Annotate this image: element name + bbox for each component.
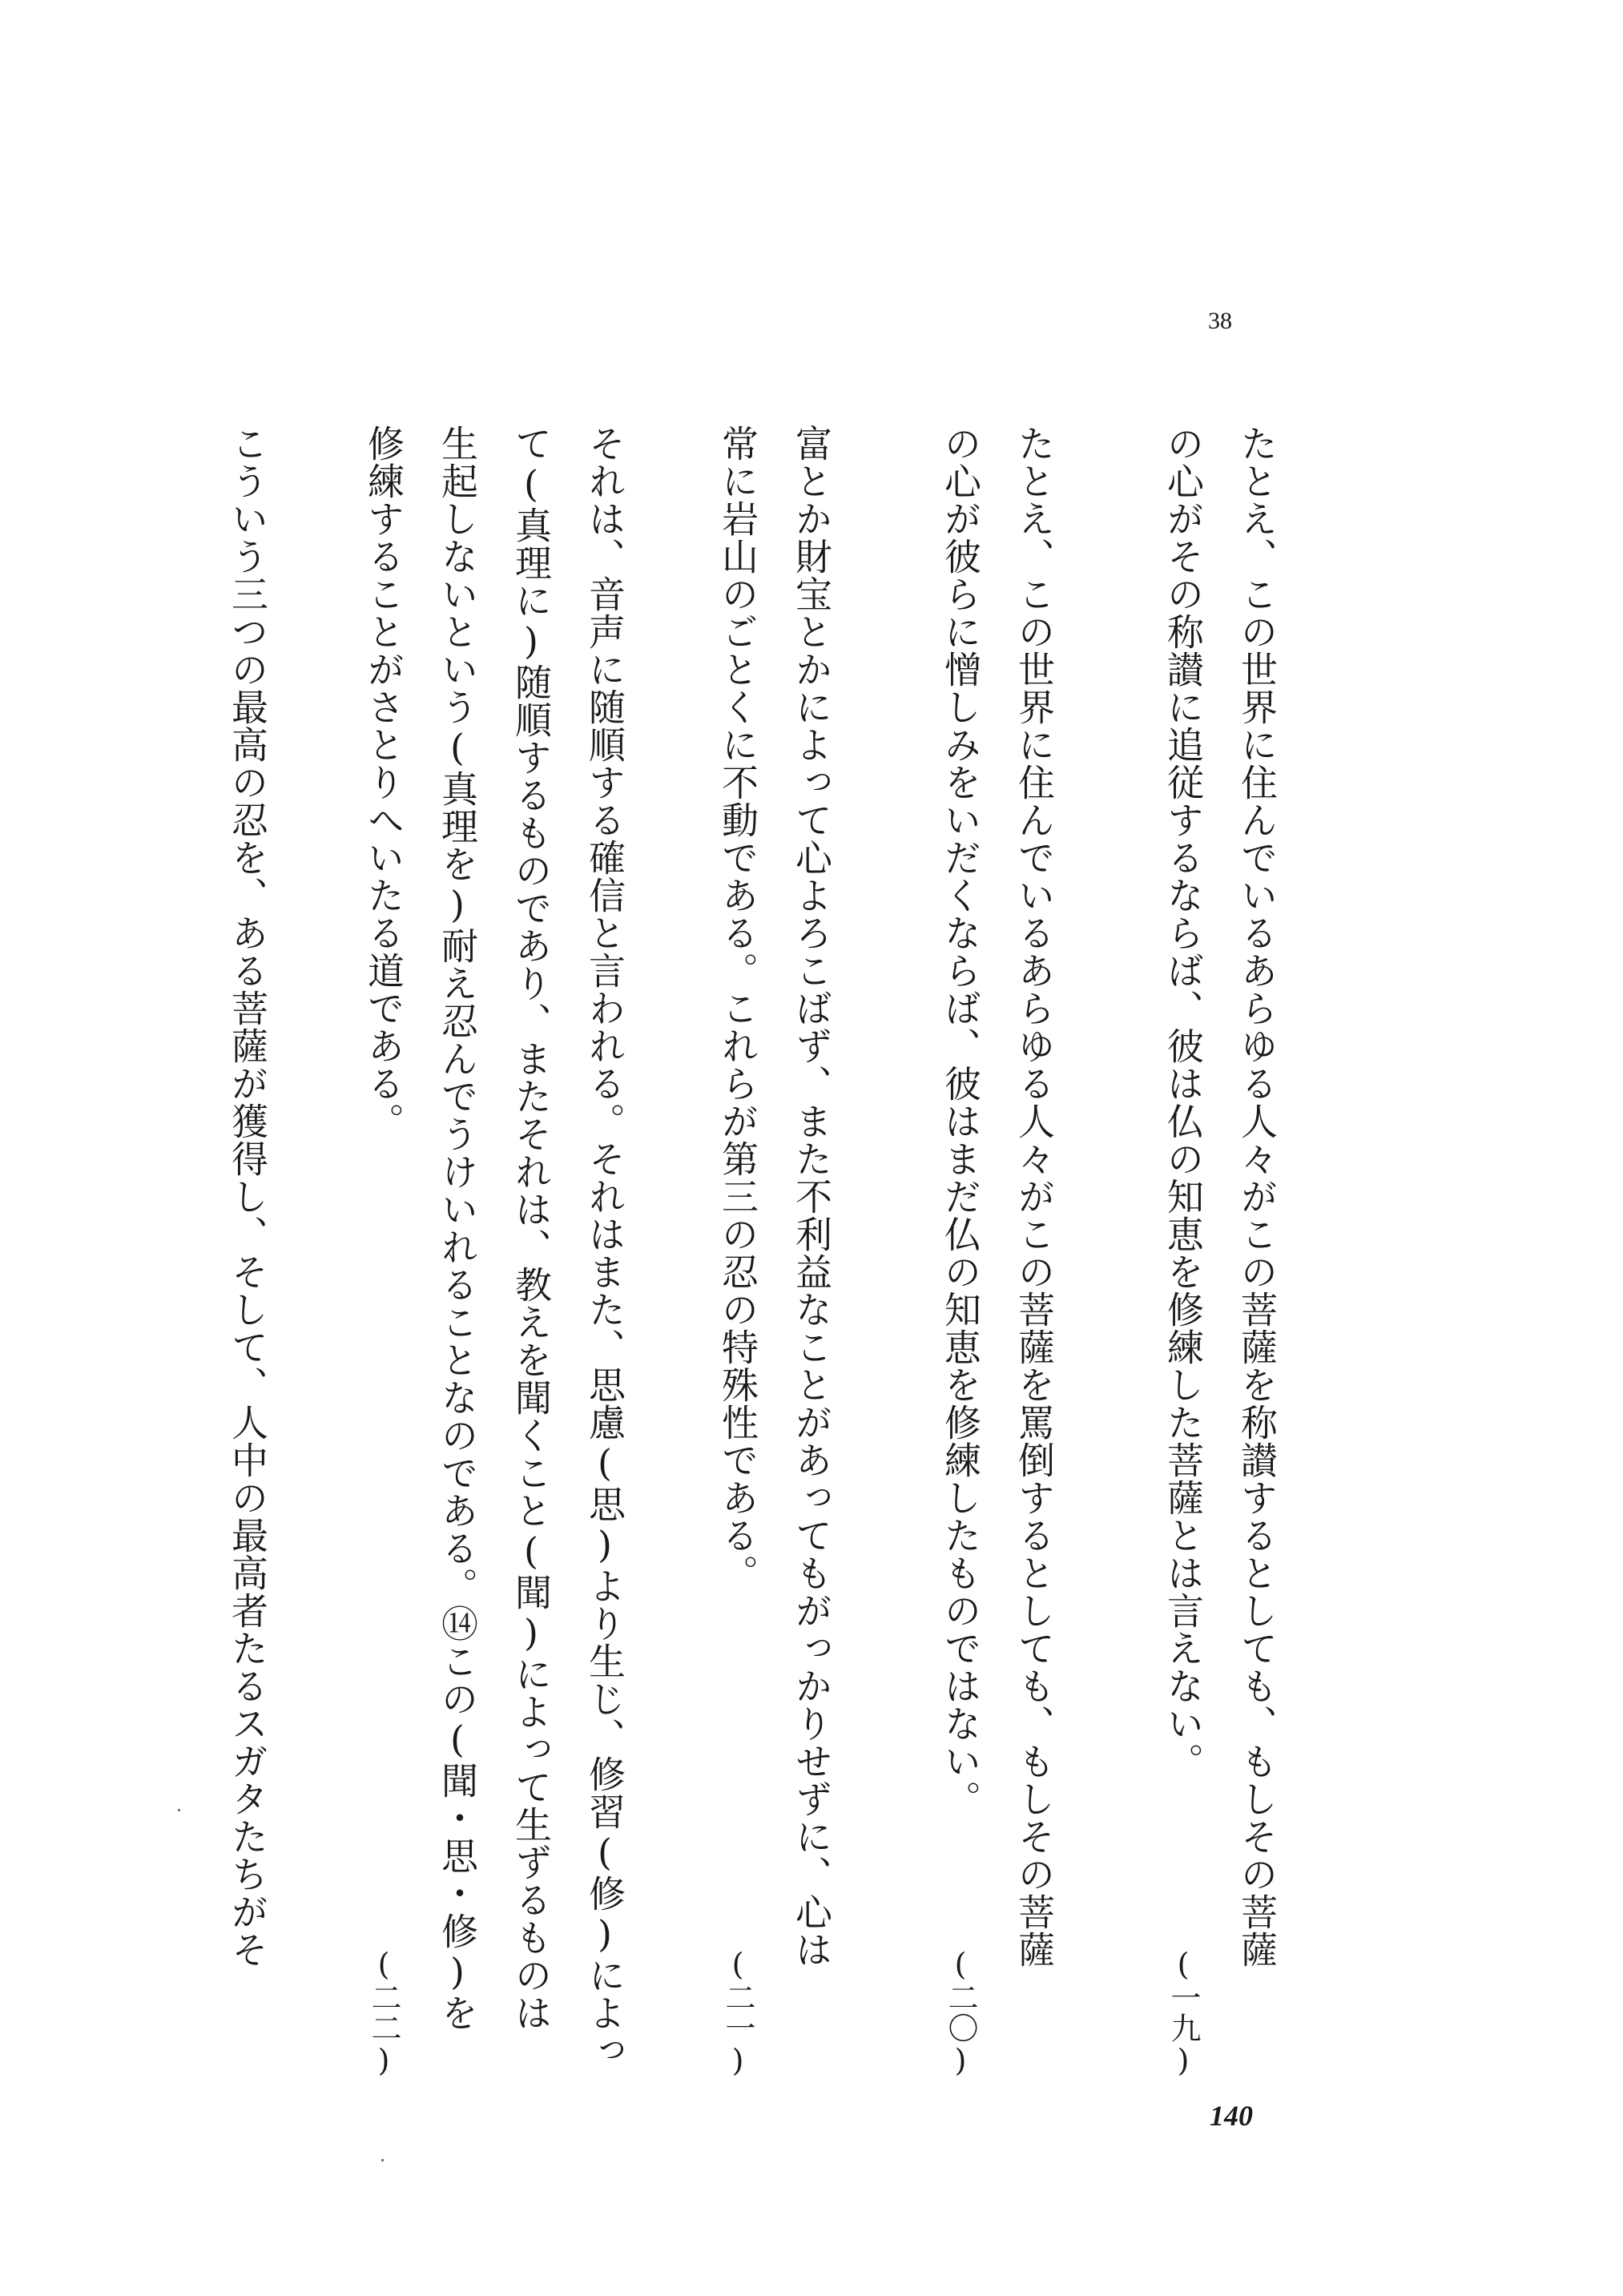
page-number-bottom: 140 xyxy=(1210,2100,1253,2132)
text-column-1: たとえ、この世界に住んでいるあらゆる人々がこの菩薩を称讃するとしても、もしその菩薩 xyxy=(1235,425,1279,1968)
verse-number-22: (二二) xyxy=(366,1947,401,2078)
text-column-2: の心がその称讃に追従するならば、彼は仏の知恵を修練した菩薩とは言えない。 xyxy=(1162,425,1205,1780)
text-column-8: て(真理に)随順するものであり、またそれは、教えを聞くこと(聞)によって生ずるものは xyxy=(509,425,553,2032)
verse-number-20: (二〇) xyxy=(943,1947,978,2078)
text-column-5: 富とか財宝とかによって心よろこばず、また不利益なことがあってもがっかりせずに、心は xyxy=(790,425,833,1968)
verse-number-19: (一九) xyxy=(1166,1947,1201,2078)
text-column-9: 生起しないという(真理を)耐え忍んでうけいれることなのである。⑭この(聞・思・修)を xyxy=(436,425,479,2032)
text-column-7: それは、音声に随順する確信と言われる。それはまた、思慮(思)より生じ、修習(修)によっ xyxy=(583,425,626,2069)
text-column-3: たとえ、この世界に住んでいるあらゆる人々がこの菩薩を罵倒するとしても、もしその菩薩 xyxy=(1013,425,1056,1968)
scan-speck xyxy=(178,1809,180,1811)
page-number-top: 38 xyxy=(1208,308,1232,334)
verse-number-21: (二一) xyxy=(720,1947,755,2078)
text-column-4: の心が彼らに憎しみをいだくならば、彼はまだ仏の知恵を修練したものではない。 xyxy=(939,425,982,1818)
text-column-10: 修練することがさとりへいたる道である。 xyxy=(362,425,405,1140)
text-column-11: こういう三つの最高の忍を、ある菩薩が獲得し、そして、人中の最高者たるスガタたちがそ xyxy=(226,425,269,1968)
text-column-6: 常に岩山のごとくに不動である。これらが第三の忍の特殊性である。 xyxy=(716,425,759,1592)
scan-speck xyxy=(381,2159,384,2161)
